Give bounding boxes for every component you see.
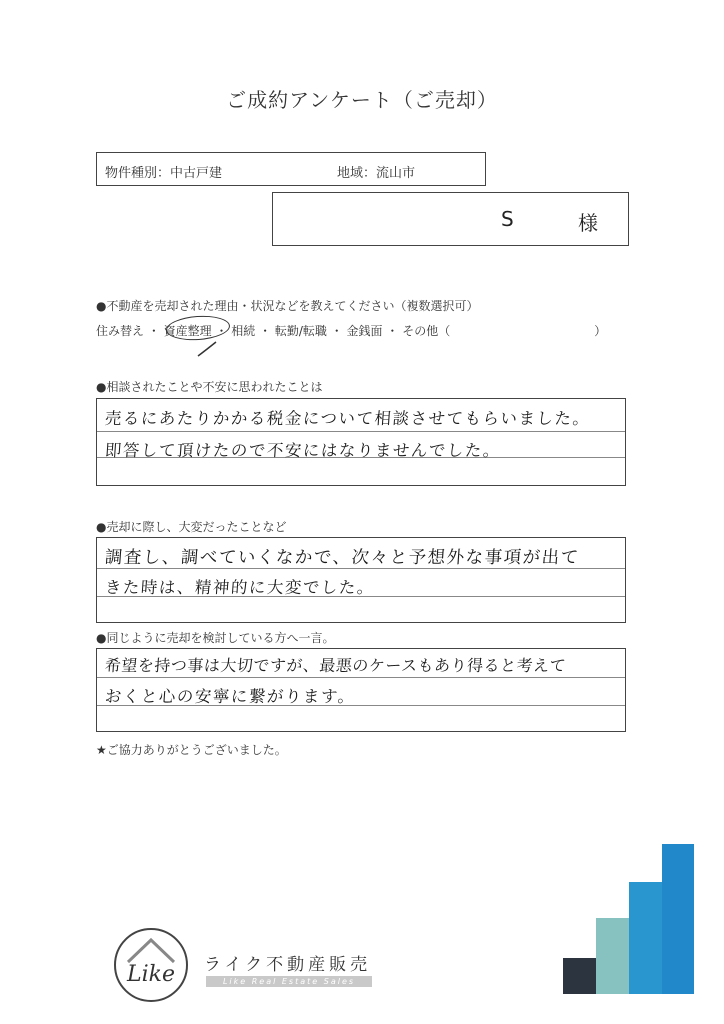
answer-line [97,431,625,432]
answer-3-box [96,537,626,623]
question-3-heading: ●売却に際し、大変だったことなど [96,520,287,534]
answer-3-line-1: 調査し、調べていくなかで、次々と予想外な事項が出て [104,548,581,568]
answer-2-line-1: 売るにあたりかかる税金について相談させてもらいました。 [104,409,592,428]
answer-2-box [96,398,626,486]
company-name: ライク不動産販売 [204,955,372,975]
company-name-en: Like Real Estate Sales [206,976,372,987]
customer-name: S [501,207,514,231]
decorative-bar-3 [629,882,662,994]
customer-name-box [272,192,629,246]
answer-2-line-2: 即答して頂けたので不安にはなりませんでした。 [104,441,502,460]
answer-3-line-2: きた時は、精神的に大変でした。 [104,578,376,597]
answer-4-line-2: おくと心の安寧に繋がります。 [104,687,357,706]
decorative-bar-4 [662,844,694,994]
question-1-heading: ●不動産を売却された理由・状況などを教えてください（複数選択可） [96,299,479,313]
house-roof-icon [124,934,178,964]
answer-4-line-1: 希望を持つ事は大切ですが、最悪のケースもあり得ると考えて [104,656,567,675]
decorative-bar-2 [596,918,629,994]
property-type: 物件種別：中古戸建 [105,166,223,181]
property-area: 地域：流山市 [337,166,416,181]
answer-line [97,677,625,678]
company-logo [114,928,188,1002]
customer-honorific: 様 [578,211,598,235]
thanks-message: ★ご協力ありがとうございました。 [96,743,287,757]
decorative-bar-1 [563,958,596,994]
question-4-heading: ●同じように売却を検討している方へ一言。 [96,631,335,645]
question-1-choices: 住み替え ・ 資産整理 ・ 相続 ・ 転勤/転職 ・ 金銭面 ・ その他（ ） [96,324,607,338]
logo-word: Like [127,962,175,987]
property-info-box [96,152,486,186]
question-2-heading: ●相談されたことや不安に思われたことは [96,380,323,394]
handwritten-check-mark-icon [196,340,220,360]
page-title: ご成約アンケート（ご売却） [226,88,498,112]
answer-4-box [96,648,626,732]
